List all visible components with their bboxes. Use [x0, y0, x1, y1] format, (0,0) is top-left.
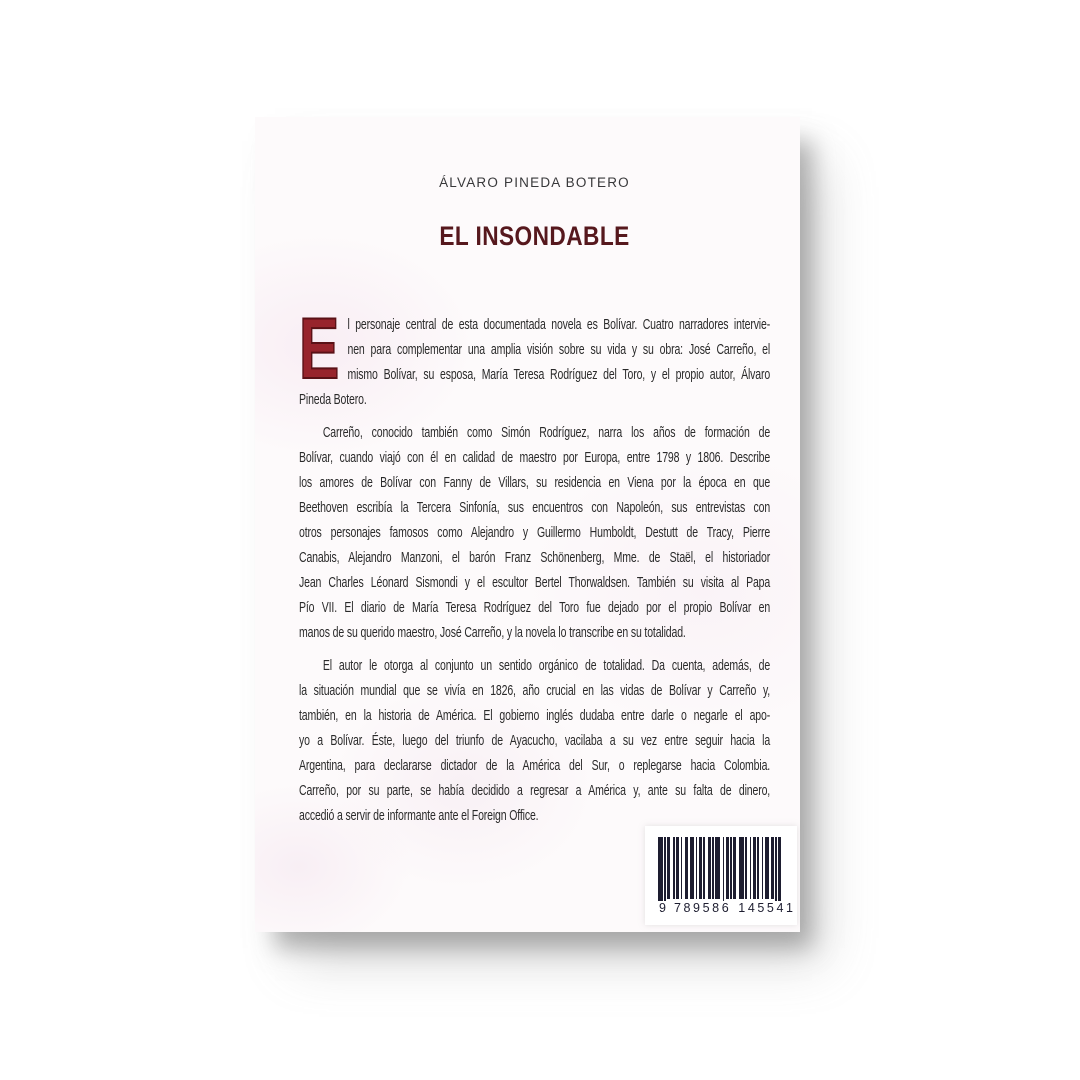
- book-title: EL INSONDABLE: [439, 221, 630, 251]
- text-line: l personaje central de esta documentada novela es Bolívar. Cuatro narradores intervie-: [347, 316, 771, 333]
- barcode-bar: [690, 837, 695, 899]
- barcode-bar: [765, 837, 770, 899]
- barcode-bar: [699, 837, 702, 899]
- text-line: accedió a servir de informante ante el Foreign Office.: [299, 807, 539, 824]
- text-line: la situación mundial que se vivía en 1826, año crucial en las vidas de Bolívar y Carreño y,: [299, 682, 771, 699]
- text-line: Jean Charles Léonard Sismondi y el escultor Bertel Thorwaldsen. También su visita al Papa: [299, 574, 771, 591]
- text-line: yo a Bolívar. Éste, luego del triunfo de Ayacucho, vacilaba a su vez entre seguir hacia la: [299, 732, 771, 749]
- barcode-digit-lead: 9: [659, 901, 666, 915]
- barcode-bar: [681, 837, 683, 899]
- barcode-bar: [733, 837, 736, 899]
- barcode-bar: [745, 837, 747, 899]
- text-line: Pío VII. El diario de María Teresa Rodríguez del Toro fue dejado por el propio Bolívar en: [299, 599, 771, 616]
- barcode-bar: [703, 837, 705, 899]
- text-line: nen para complementar una amplia visión sobre su vida y su obra: José Carreño, el: [347, 341, 771, 358]
- barcode-bar: [726, 837, 729, 899]
- text-line: Bolívar, cuando viajó con él en calidad de maestro por Europa, entre 1798 y 1806. Describe: [299, 449, 771, 466]
- drop-cap: E: [299, 301, 340, 397]
- paragraph: [299, 653, 770, 828]
- barcode-bar: [667, 837, 670, 899]
- barcode-bar: [673, 837, 675, 899]
- text-line: Pineda Botero.: [299, 391, 367, 408]
- text-line: mismo Bolívar, su esposa, María Teresa Rodríguez del Toro, y el propio autor, Álvaro: [347, 366, 771, 383]
- text-line: manos de su querido maestro, José Carreño, y la novela lo transcribe en su totalidad.: [299, 624, 686, 641]
- barcode-bar: [762, 837, 764, 899]
- book-back-cover: [255, 117, 800, 932]
- barcode-bar: [696, 837, 698, 899]
- text-line: El autor le otorga al conjunto un sentido orgánico de totalidad. Da cuenta, además, de: [322, 657, 771, 674]
- barcode-bar: [730, 837, 732, 899]
- barcode-bar: [778, 837, 781, 909]
- barcode-bar: [708, 837, 711, 899]
- text-line: también, en la historia de América. El gobierno inglés dudaba entre darle o negarle el apo-: [299, 707, 771, 724]
- barcode-bar: [723, 837, 725, 909]
- barcode-bar: [750, 837, 752, 899]
- barcode-bar: [712, 837, 714, 899]
- synopsis: [299, 301, 771, 828]
- body-text: [299, 301, 771, 828]
- text-line: Canabis, Alejandro Manzoni, el barón Franz Schönenberg, Mme. de Staël, el historiador: [299, 549, 771, 566]
- barcode-digits: [658, 901, 797, 915]
- text-line: Beethoven escribía la Tercera Sinfonía, sus encuentros con Napoleón, sus entrevistas con: [299, 499, 771, 516]
- barcode-bar: [715, 837, 720, 899]
- barcode-bar: [753, 837, 756, 899]
- barcode-bar: [658, 837, 663, 909]
- barcode: [645, 826, 797, 925]
- paragraph: [299, 420, 770, 645]
- barcode-bars: [658, 837, 797, 909]
- barcode-digit-group2: 145541: [738, 901, 796, 915]
- barcode-bar: [775, 837, 777, 909]
- barcode-bar: [739, 837, 744, 899]
- barcode-bar: [757, 837, 759, 899]
- text-line: Carreño, conocido también como Simón Rodríguez, narra los años de formación de: [322, 424, 771, 441]
- barcode-bar: [685, 837, 688, 899]
- text-line: Argentina, para declararse dictador de la América del Sur, o replegarse hacia Colombia.: [299, 757, 771, 774]
- author-name: ÁLVARO PINEDA BOTERO: [439, 175, 630, 190]
- barcode-bar: [676, 837, 679, 899]
- paragraph: [299, 301, 771, 412]
- barcode-digit-group1: 789586: [673, 901, 732, 915]
- text-line: los amores de Bolívar con Fanny de Villars, su residencia en Viena por la época en que: [299, 474, 771, 491]
- text-line: Carreño, por su parte, se había decidido a regresar a América y, ante su falta de dinero,: [299, 782, 771, 799]
- barcode-bar: [664, 837, 666, 909]
- text-line: otros personajes famosos como Alejandro y Guillermo Humboldt, Destutt de Tracy, Pierre: [299, 524, 771, 541]
- barcode-bar: [771, 837, 774, 899]
